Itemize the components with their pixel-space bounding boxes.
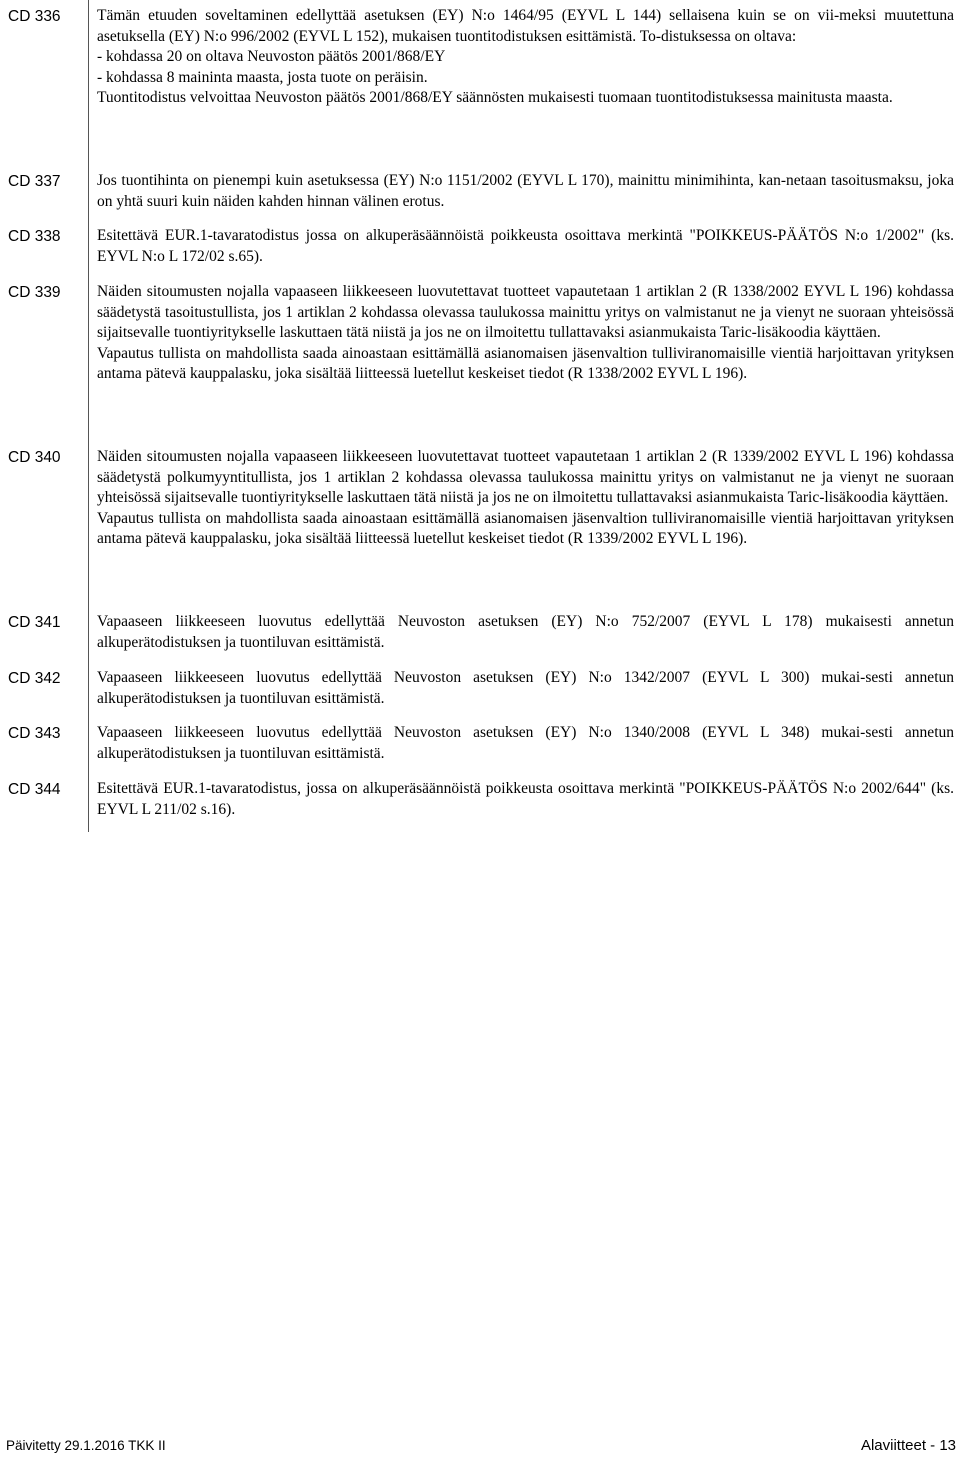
footnote-paragraph: Vapautus tullista on mahdollista saada ainoastaan esittämällä asianomaisen jäsenvaltion tulliviranomaisille vientiä harjoittavan yrityksen antama pätevä kauppalasku, joka sisältää liitteessä luetellut keskeiset tiedot (R 1338/2002 EYVL L 196). <box>97 344 954 382</box>
footnote-paragraph: - kohdassa 8 maininta maasta, josta tuote on peräisin. <box>97 68 428 86</box>
footnote-paragraph: Esitettävä EUR.1-tavaratodistus jossa on alkuperäsäännöistä poikkeusta osoittava merkintä "POIKKEUS-PÄÄTÖS N:o 1/2002" (ks. EYVL N:o L 172/02 s.65). <box>97 227 954 265</box>
footnote-paragraph: Vapaaseen liikkeeseen luovutus edellyttää Neuvoston asetuksen (EY) N:o 1340/2008 (EYVL L 348) mukai-sesti annetun alkuperätodistuksen ja tuontiluvan esittämistä. <box>97 724 954 762</box>
footnote-body <box>97 668 954 709</box>
footnote-paragraph: Esitettävä EUR.1-tavaratodistus, jossa on alkuperäsäännöistä poikkeusta osoittava merkintä "POIKKEUS-PÄÄTÖS N:o 2002/644" (ks. EYVL L 211/02 s.16). <box>97 780 954 818</box>
footnote-paragraph: Näiden sitoumusten nojalla vapaaseen liikkeeseen luovutettavat tuotteet vapautetaan 1 artiklan 2 (R 1338/2002 EYVL L 196) kohdassa säädetystä tasoitustullista, jos 1 artiklan 2 kohdassa olevassa taulukossa mainittu yritys on valmistanut ne ja vienyt ne suoraan yhteisössä sijaitsevalle tuontiyritykselle laskuttaen tätä niistä ja jos ne on ilmoitettu tullattavaksi asianmukaista Taric-lisäkoodia käyttäen. <box>97 283 954 341</box>
footnote-body <box>97 612 954 653</box>
footnote-body <box>97 6 954 109</box>
footnote-code: CD 339 <box>8 284 61 301</box>
column-divider <box>88 0 89 832</box>
footnote-paragraph: Vapautus tullista on mahdollista saada ainoastaan esittämällä asianomaisen jäsenvaltion tulliviranomaisille vientiä harjoittavan yrityksen antama pätevä kauppalasku, joka sisältää liitteessä luetellut keskeiset tiedot (R 1339/2002 EYVL L 196). <box>97 509 954 547</box>
footer-updated-date: Päivitetty 29.1.2016 TKK II <box>6 1438 166 1453</box>
footnote-body <box>97 282 954 385</box>
footnote-body <box>97 779 954 820</box>
footnote-paragraph: Vapaaseen liikkeeseen luovutus edellyttää Neuvoston asetuksen (EY) N:o 1342/2007 (EYVL L 300) mukai-sesti annetun alkuperätodistuksen ja tuontiluvan esittämistä. <box>97 669 954 707</box>
footnote-code: CD 344 <box>8 781 61 798</box>
footnote-body <box>97 226 954 267</box>
footnote-body <box>97 447 954 550</box>
footnote-body <box>97 723 954 764</box>
footnote-code: CD 340 <box>8 449 61 466</box>
footnote-paragraph: Näiden sitoumusten nojalla vapaaseen liikkeeseen luovutettavat tuotteet vapautetaan 1 artiklan 2 (R 1339/2002 EYVL L 196) kohdassa säädetystä polkumyyntitullista, jos 1 artiklan 2 kohdassa olevassa taulukossa mainittu yritys on valmistanut ne ja vienyt ne suoraan yhteisössä sijaitsevalle tuontiyritykselle laskuttaen tätä niistä ja jos ne on ilmoitettu tullattavaksi asianmukaista Taric-lisäkoodia käyttäen. <box>97 448 954 506</box>
footnote-paragraph: Tuontitodistus velvoittaa Neuvoston päätös 2001/868/EY säännösten mukaisesti tuomaan tuontitodistuksessa mainitusta maasta. <box>97 89 893 106</box>
footnote-paragraph: - kohdassa 20 on oltava Neuvoston päätös 2001/868/EY <box>97 48 446 65</box>
footnote-code: CD 338 <box>8 228 61 245</box>
footnote-code: CD 336 <box>8 8 61 25</box>
footnote-paragraph: Vapaaseen liikkeeseen luovutus edellyttää Neuvoston asetuksen (EY) N:o 752/2007 (EYVL L 178) mukaisesti annetun alkuperätodistuksen ja tuontiluvan esittämistä. <box>97 613 954 651</box>
footnote-code: CD 341 <box>8 614 61 631</box>
footnote-body <box>97 171 954 212</box>
footnote-paragraph: Tämän etuuden soveltaminen edellyttää asetuksen (EY) N:o 1464/95 (EYVL L 144) sellaisena kuin se on vii-meksi muutettuna asetuksella (EY) N:o 996/2002 (EYVL L 152), mukaisen tuontitodistuksen esittämistä. To-distuksessa on oltava: <box>97 7 954 45</box>
footnote-paragraph: Jos tuontihinta on pienempi kuin asetuksessa (EY) N:o 1151/2002 (EYVL L 170), mainittu minimihinta, kan-netaan tasoitusmaksu, joka on yhtä suuri kuin näiden kahden hinnan välinen erotus. <box>97 172 954 210</box>
footnote-code: CD 337 <box>8 173 61 190</box>
footer-page-number: Alaviitteet - 13 <box>860 1437 956 1454</box>
footnote-code: CD 342 <box>8 670 61 687</box>
footnote-code: CD 343 <box>8 725 61 742</box>
